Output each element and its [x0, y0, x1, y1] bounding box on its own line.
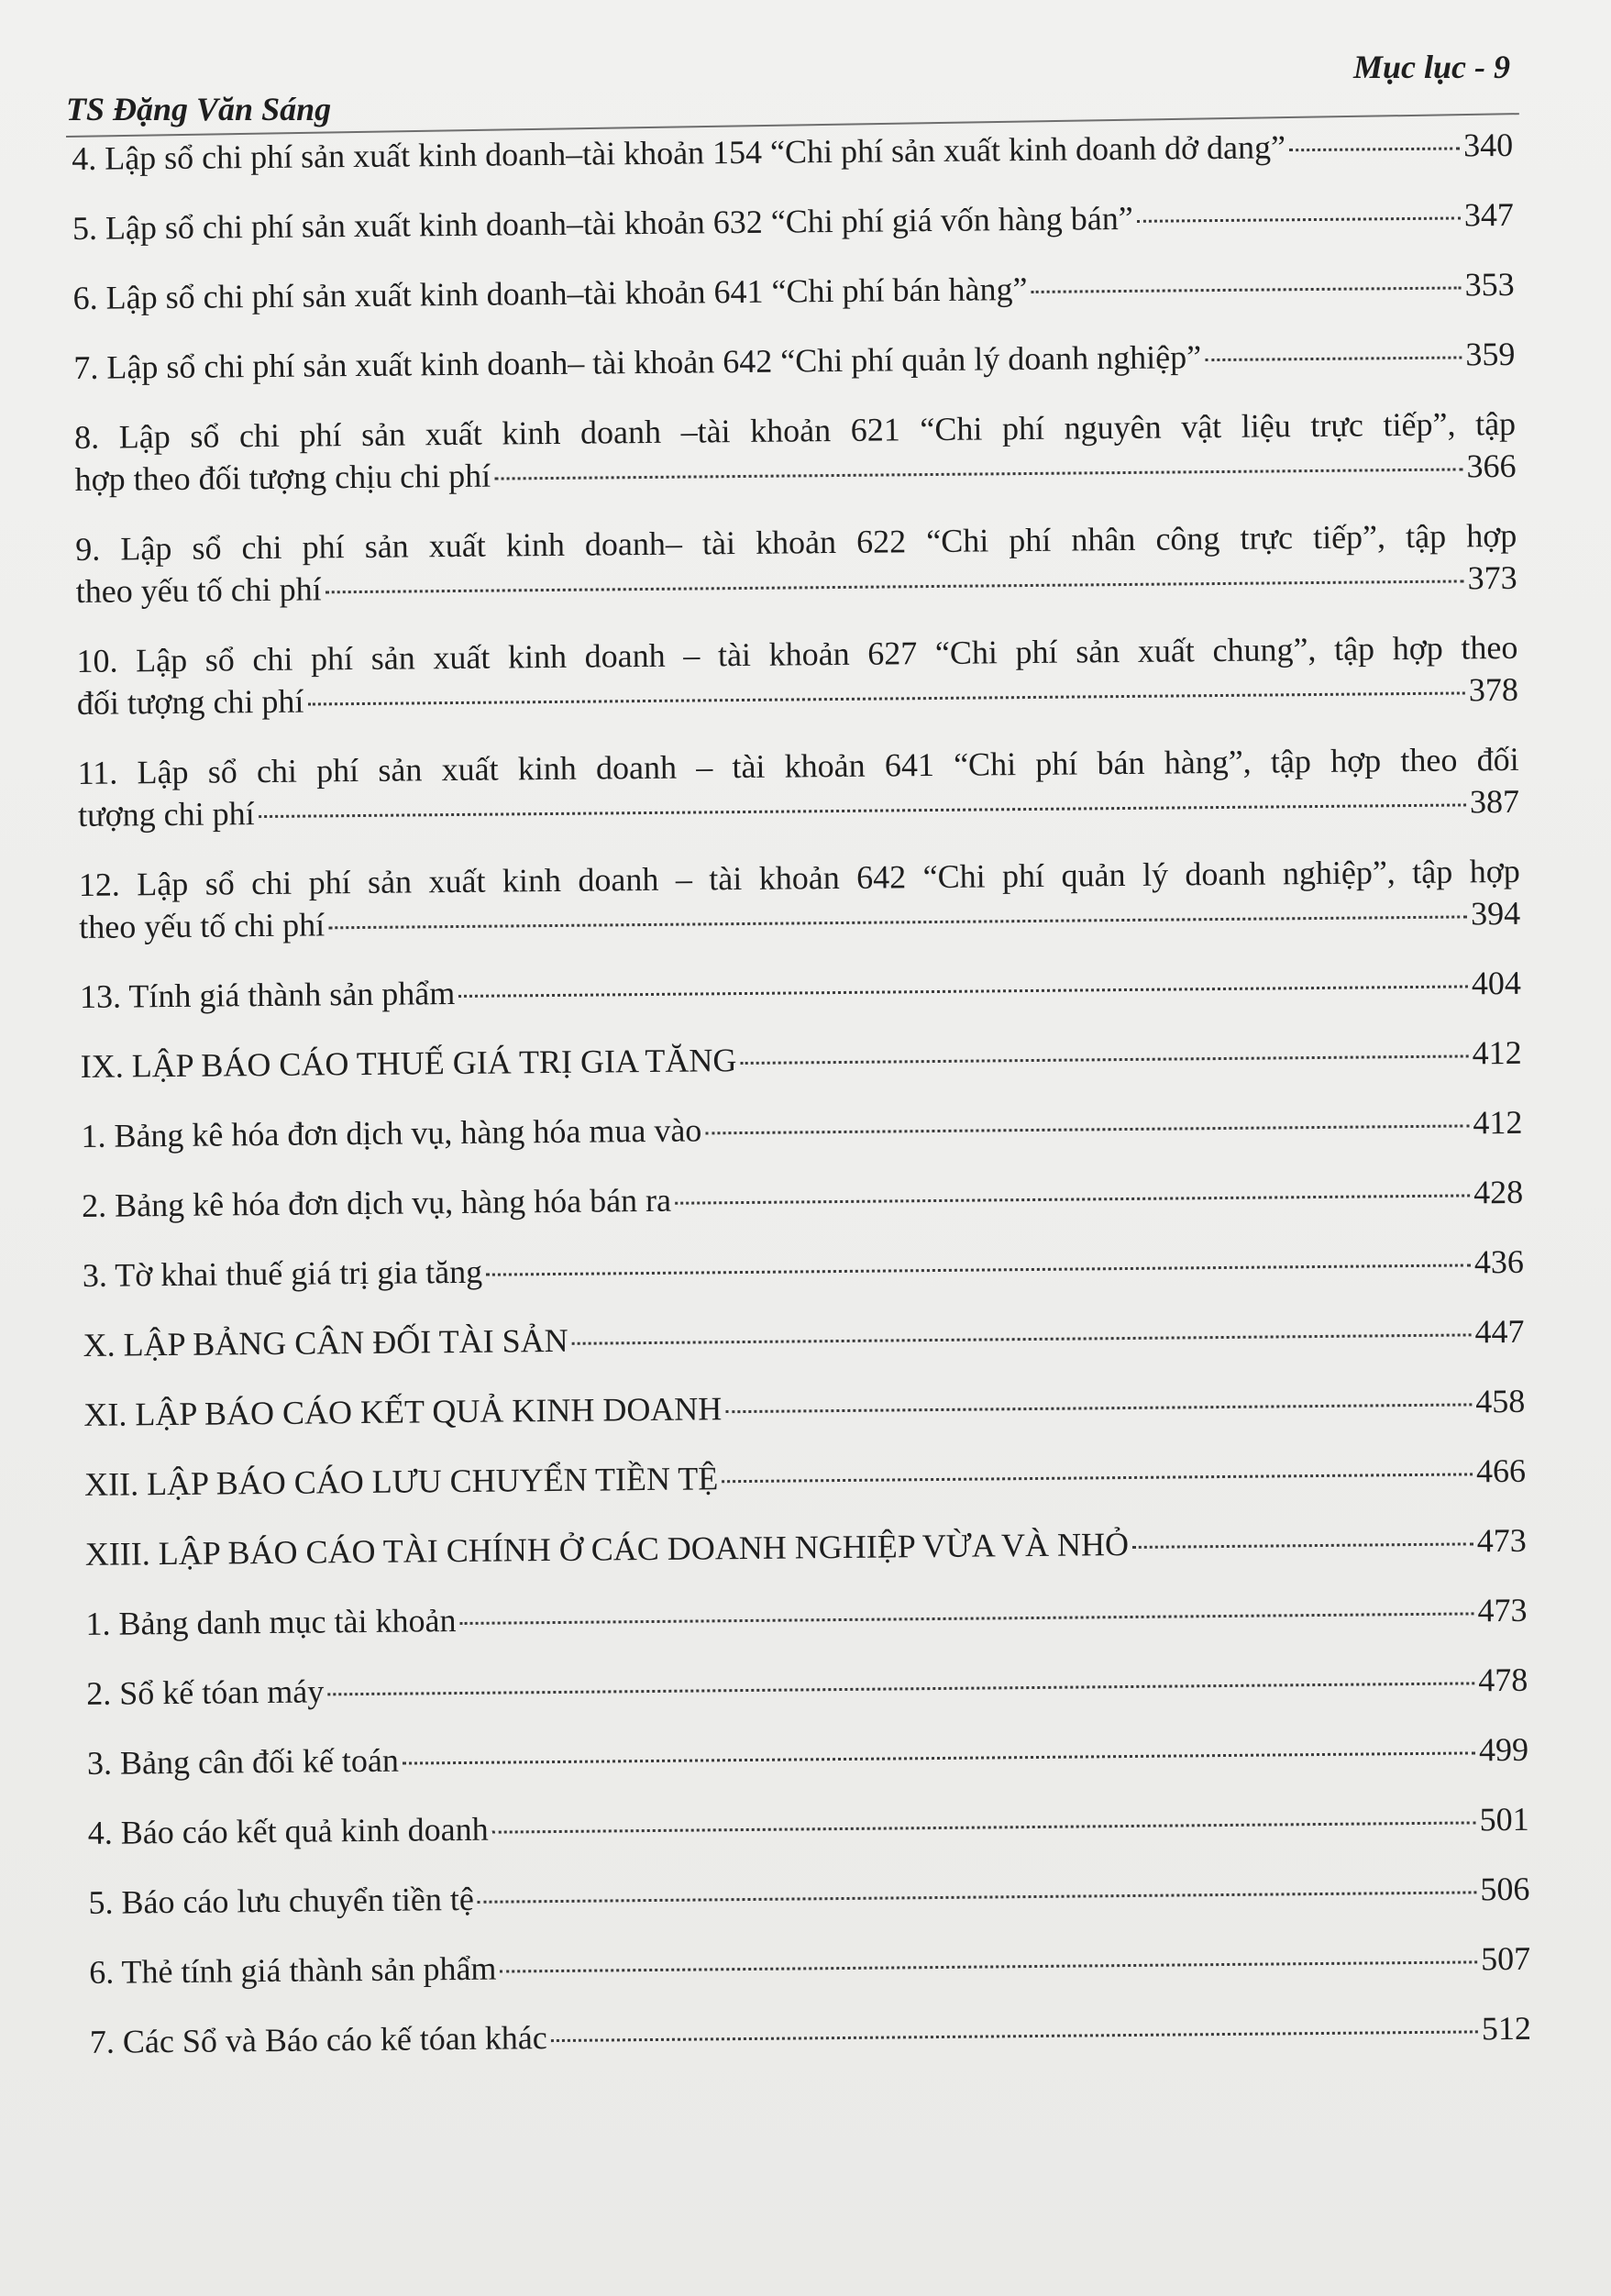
toc-entry-title-line: 9. Lập sổ chi phí sản xuất kinh doanh– tài khoản 622 “Chi phí nhân công trực tiếp”, tập hợp — [75, 516, 1517, 568]
toc-entry-page-number: 499 — [1478, 1730, 1529, 1769]
toc-entry — [72, 193, 1514, 249]
toc-entry-title: 5. Báo cáo lưu chuyển tiền tệ — [88, 1880, 475, 1921]
toc-entry — [86, 1659, 1528, 1715]
toc-entry-page-number: 373 — [1467, 558, 1517, 597]
toc-entry-title: 7. Lập sổ chi phí sản xuất kinh doanh– tài khoản 642 “Chi phí quản lý doanh nghiệp” — [73, 338, 1202, 386]
dot-leader — [1289, 147, 1460, 151]
dot-leader — [675, 1194, 1470, 1204]
dot-leader — [327, 1682, 1474, 1695]
toc-entry-title: 7. Các Sổ và Báo cáo kế tóan khác — [89, 2019, 547, 2060]
toc-entry-title: 5. Lập sổ chi phí sản xuất kinh doanh–tài khoản 632 “Chi phí giá vốn hàng bán” — [72, 199, 1133, 247]
toc-entry-title: XII. LẬP BÁO CÁO LƯU CHUYỂN TIỀN TỆ — [83, 1460, 719, 1503]
dot-leader — [259, 803, 1466, 818]
toc-entry-title: 13. Tính giá thành sản phẩm — [79, 975, 456, 1015]
dot-leader — [494, 468, 1462, 480]
toc-entry-page-number: 412 — [1472, 1033, 1522, 1072]
toc-entry — [85, 1589, 1527, 1645]
dot-leader — [326, 580, 1464, 593]
toc-entry — [76, 626, 1518, 724]
toc-entry-title: 2. Bảng kê hóa đơn dịch vụ, hàng hóa bán ra — [81, 1181, 672, 1224]
dot-leader — [1132, 1542, 1473, 1549]
toc-entry — [80, 962, 1521, 1018]
toc-entry-title: hợp theo đối tượng chịu chi phí — [74, 457, 491, 498]
toc-entry — [89, 1937, 1530, 1993]
toc-entry-title: đối tượng chi phí — [76, 682, 304, 722]
toc-entry — [74, 403, 1517, 501]
toc-entry-page-number: 378 — [1468, 670, 1519, 709]
dot-leader — [458, 985, 1468, 998]
toc-entry-title: 1. Bảng kê hóa đơn dịch vụ, hàng hóa mua vào — [81, 1111, 702, 1154]
dot-leader — [1205, 356, 1462, 361]
toc-entry — [90, 2007, 1531, 2063]
toc-entry-title: 1. Bảng danh mục tài khoản — [85, 1602, 457, 1642]
toc-entry — [81, 1032, 1522, 1087]
toc-entry-title: theo yếu tố chi phí — [75, 570, 322, 610]
toc-entry — [88, 1868, 1529, 1924]
dot-leader — [725, 1403, 1472, 1413]
toc-entry — [83, 1380, 1525, 1436]
toc-entry — [75, 514, 1517, 613]
toc-entry-title-line: 11. Lập sổ chi phí sản xuất kinh doanh – tài khoản 641 “Chi phí bán hàng”, tập hợp theo đối — [77, 740, 1519, 791]
toc-entry-page-number: 473 — [1477, 1591, 1528, 1629]
toc-entry-page-number: 428 — [1473, 1173, 1524, 1211]
dot-leader — [500, 1960, 1477, 1972]
toc-entry-title-line: 12. Lập sổ chi phí sản xuất kinh doanh – tài khoản 642 “Chi phí quản lý doanh nghiệp”, tập hợp — [78, 852, 1520, 903]
toc-entry-title: 4. Báo cáo kết quả kinh doanh — [87, 1810, 489, 1851]
dot-leader — [328, 915, 1467, 929]
toc-entry-page-number: 359 — [1465, 335, 1516, 373]
dot-leader — [486, 1264, 1471, 1275]
toc-entry-page-number: 458 — [1475, 1382, 1526, 1420]
toc-entry-page-number: 412 — [1473, 1103, 1523, 1142]
toc-entry-page-number: 404 — [1471, 964, 1522, 1002]
dot-leader — [478, 1891, 1477, 1903]
dot-leader — [492, 1821, 1476, 1833]
dot-leader — [307, 691, 1464, 705]
toc-entry-page-number: 473 — [1476, 1521, 1527, 1560]
toc-entry-page-number: 347 — [1463, 195, 1515, 234]
toc-entry-title: tượng chi phí — [77, 795, 255, 833]
dot-leader — [705, 1124, 1469, 1134]
toc-entry-page-number: 512 — [1481, 2009, 1532, 2048]
dot-leader — [722, 1473, 1473, 1483]
toc-entry — [79, 850, 1521, 948]
dot-leader — [572, 1333, 1472, 1344]
toc-entry — [83, 1241, 1524, 1297]
toc-entry-page-number: 436 — [1473, 1242, 1525, 1281]
toc-entry-title-line: 8. Lập sổ chi phí sản xuất kinh doanh –tài khoản 621 “Chi phí nguyên vật liệu trực tiếp”, tập — [73, 404, 1517, 456]
toc-entry-title: 6. Thẻ tính giá thành sản phẩm — [89, 1949, 497, 1991]
dot-leader — [459, 1612, 1473, 1625]
toc-entry — [82, 1171, 1523, 1227]
toc-entry-page-number: 366 — [1466, 447, 1517, 485]
dot-leader — [1137, 216, 1461, 222]
running-head-author: TS Đặng Văn Sáng — [66, 91, 332, 127]
toc-entry — [77, 738, 1519, 836]
dot-leader — [740, 1054, 1468, 1065]
toc-entry-title: X. LẬP BẢNG CÂN ĐỐI TÀI SẢN — [83, 1321, 568, 1363]
dot-leader — [403, 1751, 1475, 1764]
toc-entry-page-number: 501 — [1479, 1800, 1529, 1838]
toc-entry-title: XIII. LẬP BÁO CÁO TÀI CHÍNH Ở CÁC DOANH NGHIỆP VỪA VÀ NHỎ — [84, 1526, 1130, 1573]
toc-entry-title: IX. LẬP BÁO CÁO THUẾ GIÁ TRỊ GIA TĂNG — [80, 1042, 737, 1085]
toc-entry-title: 4. Lập sổ chi phí sản xuất kinh doanh–tài khoản 154 “Chi phí sản xuất kinh doanh dở dang” — [72, 128, 1286, 177]
running-head-section: Mục lục - 9 — [1353, 49, 1510, 85]
toc-entry — [72, 263, 1514, 319]
toc-entry-page-number: 466 — [1475, 1452, 1527, 1490]
toc-entry-title: 2. Sổ kế tóan máy — [86, 1672, 325, 1712]
toc-entry — [88, 1798, 1529, 1854]
toc-entry — [85, 1519, 1527, 1575]
toc-entry — [84, 1450, 1526, 1506]
dot-leader — [551, 2030, 1478, 2042]
toc-entry — [83, 1310, 1524, 1366]
dot-leader — [1031, 286, 1461, 293]
toc-entry-page-number: 507 — [1480, 1939, 1531, 1978]
toc-entry-title: XI. LẬP BÁO CÁO KẾT QUẢ KINH DOANH — [83, 1390, 723, 1433]
toc-entry-title: 6. Lập sổ chi phí sản xuất kinh doanh–tài khoản 641 “Chi phí bán hàng” — [72, 270, 1028, 316]
toc-entry — [81, 1101, 1522, 1157]
toc-entry-page-number: 506 — [1480, 1870, 1530, 1908]
toc-entry-page-number: 353 — [1464, 265, 1515, 304]
toc-entry-title: 3. Tờ khai thuế giá trị gia tăng — [82, 1253, 483, 1294]
table-of-contents — [72, 124, 1531, 2091]
toc-entry-page-number: 447 — [1474, 1312, 1525, 1351]
toc-entry-title: 3. Bảng cân đối kế toán — [86, 1741, 400, 1782]
toc-entry-title: theo yếu tố chi phí — [79, 906, 326, 945]
toc-entry-page-number: 478 — [1478, 1661, 1528, 1699]
toc-entry-page-number: 394 — [1471, 894, 1521, 933]
toc-entry — [73, 333, 1515, 389]
toc-entry-title-line: 10. Lập sổ chi phí sản xuất kinh doanh – tài khoản 627 “Chi phí sản xuất chung”, tập hợp theo — [76, 628, 1518, 679]
toc-entry-page-number: 340 — [1462, 126, 1514, 164]
toc-entry-page-number: 387 — [1469, 782, 1520, 821]
toc-entry — [87, 1728, 1528, 1784]
